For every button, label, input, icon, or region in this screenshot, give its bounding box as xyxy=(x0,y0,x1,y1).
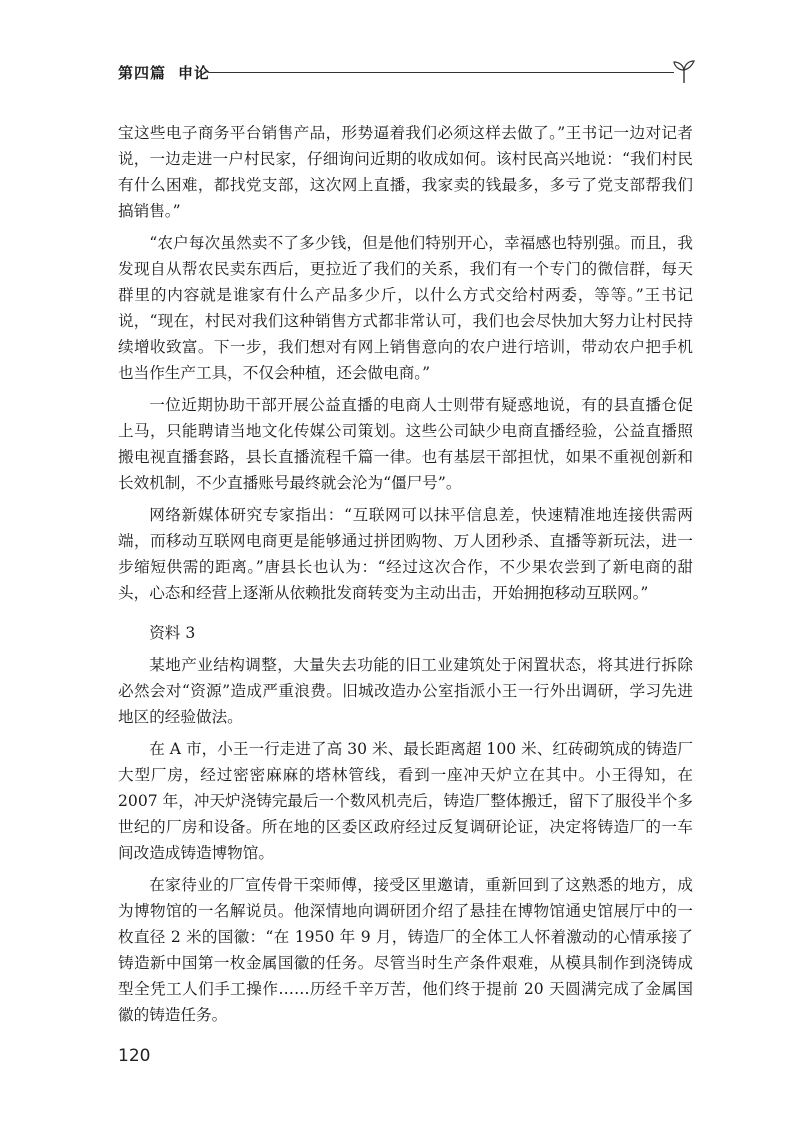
part-label: 第四篇 xyxy=(118,64,167,82)
paragraph-4: 网络新媒体研究专家指出：“互联网可以抹平信息差，快速精准地连接供需两端，而移动互联网电商更是能够通过拼团购物、万人团秒杀、直播等新玩法，进一步缩短供需的距离。”唐县长也认为：“经过这次合作，不少果农尝到了新电商的甜头，心态和经营上逐渐从依赖批发商转变为主动出击，开始拥抱移动互联网。” xyxy=(118,506,693,602)
sprout-icon xyxy=(672,58,696,84)
page-number: 120 xyxy=(118,1046,151,1066)
paragraph-1: 宝这些电子商务平台销售产品，形势逼着我们必须这样去做了。”王书记一边对记者说，一边走进一户村民家，仔细询问近期的收成如何。该村民高兴地说：“我们村民有什么困难，都找党支部，这次网上直播，我家卖的钱最多，多亏了党支部帮我们搞销售。” xyxy=(118,124,693,220)
paragraph-5: 某地产业结构调整，大量失去功能的旧工业建筑处于闲置状态，将其进行拆除必然会对“资源”造成严重浪费。旧城改造办公室指派小王一行外出调研，学习先进地区的经验做法。 xyxy=(118,656,693,726)
paragraph-7: 在家待业的厂宣传骨干栾师傅，接受区里邀请，重新回到了这熟悉的地方，成为博物馆的一名解说员。他深情地向调研团介绍了悬挂在博物馆通史馆展厅中的一枚直径 2 米的国徽：“在 1950 年 9 月，铸造厂的全体工人怀着激动的心情承接了铸造新中国第一枚金属国徽的任务。尽管当时生产条件艰难，从模具制作到浇铸成型全凭工人们手工操作……历经千辛万苦，他们终于提前 20 天圆满完成了金属国徽的铸造任务。 xyxy=(118,876,693,1024)
header-rule xyxy=(208,72,674,73)
page-header xyxy=(118,58,696,88)
chapter-label: 申论 xyxy=(178,64,211,82)
body-text xyxy=(118,120,693,1034)
paragraph-2: “农户每次虽然卖不了多少钱，但是他们特别开心，幸福感也特别强。而且，我发现自从帮农民卖东西后，更拉近了我们的关系，我们有一个专门的微信群，每天群里的内容就是谁家有什么产品多少斤，以什么方式交给村两委，等等。”王书记说，“现在，村民对我们这种销售方式都非常认可，我们也会尽快加大努力让村民持续增收致富。下一步，我们想对有网上销售意向的农户进行培训，带动农户把手机也当作生产工具，不仅会种植，还会做电商。” xyxy=(118,234,693,382)
paragraph-6: 在 A 市，小王一行走进了高 30 米、最长距离超 100 米、红砖砌筑成的铸造厂大型厂房，经过密密麻麻的塔林管线，看到一座冲天炉立在其中。小王得知，在 2007 年，冲天炉浇铸完最后一个数风机壳后，铸造厂整体搬迁，留下了服役半个多世纪的厂房和设备。所在地的区委区政府经过反复调研论证，决定将铸造厂的一车间改造成铸造博物馆。 xyxy=(118,740,693,862)
section-heading: 资料 3 xyxy=(149,624,196,642)
paragraph-3: 一位近期协助干部开展公益直播的电商人士则带有疑惑地说，有的县直播仓促上马，只能聘请当地文化传媒公司策划。这些公司缺少电商直播经验，公益直播照搬电视直播套路，县长直播流程千篇一律。也有基层干部担忧，如果不重视创新和长效机制，不少直播账号最终就会沦为“僵尸号”。 xyxy=(118,396,693,492)
running-head xyxy=(118,62,210,83)
